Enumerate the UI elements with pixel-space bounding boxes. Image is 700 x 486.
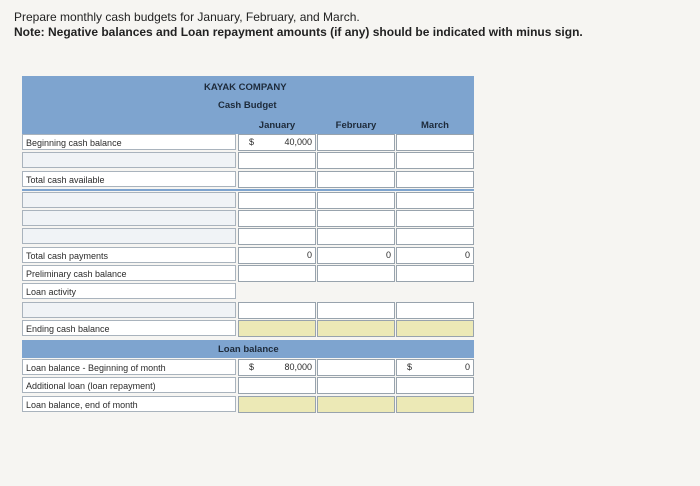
jan-loan-end[interactable] — [238, 396, 316, 413]
cash-budget-sheet — [22, 76, 474, 416]
row-additional-loan — [22, 377, 474, 394]
feb-loan-beginning[interactable] — [317, 359, 395, 376]
feb-total-available[interactable] — [317, 171, 395, 188]
mar-input[interactable] — [396, 228, 474, 245]
row-blank — [22, 228, 474, 245]
budget-title: Cash Budget — [218, 100, 277, 111]
feb-ending-cash[interactable] — [317, 320, 395, 337]
feb-additional-loan[interactable] — [317, 377, 395, 394]
row-loan-activity — [22, 283, 474, 300]
row-label: Beginning cash balance — [22, 134, 236, 150]
row-label-input[interactable] — [22, 228, 236, 244]
row-label: Loan balance - Beginning of month — [22, 359, 236, 375]
mar-beginning-cash-input[interactable] — [396, 134, 474, 151]
col-january: January — [258, 120, 296, 131]
mar-input[interactable] — [396, 302, 474, 319]
feb-preliminary[interactable] — [317, 265, 395, 282]
jan-loan-beginning: $ 80,000 — [238, 359, 316, 376]
row-loan-beginning — [22, 359, 474, 376]
row-blank — [22, 152, 474, 169]
row-label: Additional loan (loan repayment) — [22, 377, 236, 393]
mar-loan-beginning: $ 0 — [396, 359, 474, 376]
col-march: March — [421, 120, 449, 131]
feb-input[interactable] — [317, 228, 395, 245]
jan-total-payments: 0 — [238, 247, 316, 264]
feb-input[interactable] — [317, 192, 395, 209]
mar-input[interactable] — [396, 210, 474, 227]
row-label-input[interactable] — [22, 210, 236, 226]
mar-loan-end[interactable] — [396, 396, 474, 413]
row-ending-cash — [22, 320, 474, 337]
jan-input[interactable] — [238, 302, 316, 319]
instruction-note: Note: Negative balances and Loan repayment amounts (if any) should be indicated with minus sign. — [14, 25, 583, 39]
row-blank — [22, 210, 474, 227]
col-february: February — [335, 120, 377, 131]
jan-beginning-cash: $ 40,000 — [238, 134, 316, 151]
row-label: Total cash payments — [22, 247, 236, 263]
divider — [22, 189, 474, 191]
row-label: Loan activity — [22, 283, 236, 299]
row-total-payments — [22, 247, 474, 264]
loan-title: Loan balance — [218, 344, 279, 355]
jan-input[interactable] — [238, 152, 316, 169]
mar-additional-loan[interactable] — [396, 377, 474, 394]
feb-input[interactable] — [317, 302, 395, 319]
feb-input[interactable] — [317, 152, 395, 169]
feb-total-payments: 0 — [317, 247, 395, 264]
row-label-input[interactable] — [22, 302, 236, 318]
row-label-input[interactable] — [22, 152, 236, 168]
jan-additional-loan[interactable] — [238, 377, 316, 394]
jan-ending-cash[interactable] — [238, 320, 316, 337]
row-label: Loan balance, end of month — [22, 396, 236, 412]
row-loan-end — [22, 396, 474, 413]
company-name: KAYAK COMPANY — [204, 82, 287, 93]
instruction-text: Prepare monthly cash budgets for January, February, and March. — [14, 10, 360, 24]
jan-preliminary[interactable] — [238, 265, 316, 282]
mar-input[interactable] — [396, 152, 474, 169]
row-blank — [22, 302, 474, 319]
mar-total-payments: 0 — [396, 247, 474, 264]
feb-beginning-cash-input[interactable] — [317, 134, 395, 151]
feb-loan-end[interactable] — [317, 396, 395, 413]
row-label-input[interactable] — [22, 192, 236, 208]
mar-total-available[interactable] — [396, 171, 474, 188]
row-label: Ending cash balance — [22, 320, 236, 336]
jan-input[interactable] — [238, 192, 316, 209]
mar-preliminary[interactable] — [396, 265, 474, 282]
row-total-available — [22, 171, 474, 188]
jan-input[interactable] — [238, 210, 316, 227]
row-preliminary — [22, 265, 474, 282]
row-label: Total cash available — [22, 171, 236, 187]
feb-input[interactable] — [317, 210, 395, 227]
jan-input[interactable] — [238, 228, 316, 245]
row-label: Preliminary cash balance — [22, 265, 236, 281]
row-beginning-cash — [22, 134, 474, 151]
mar-ending-cash[interactable] — [396, 320, 474, 337]
jan-total-available[interactable] — [238, 171, 316, 188]
mar-input[interactable] — [396, 192, 474, 209]
instructions — [14, 10, 694, 40]
row-blank — [22, 192, 474, 209]
